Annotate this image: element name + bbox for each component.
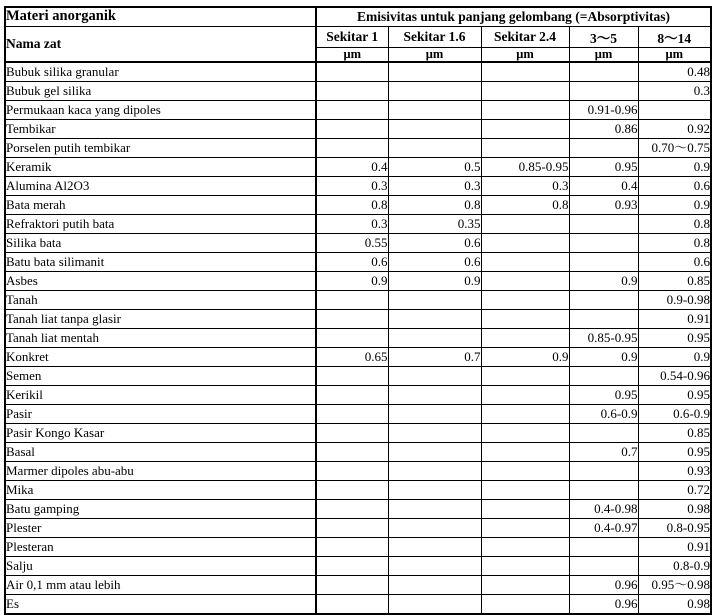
table-row xyxy=(5,62,711,82)
emissivity-value-cell: 0.9 xyxy=(481,347,569,366)
emissivity-value-cell xyxy=(388,81,481,100)
emissivity-value-cell: 0.6 xyxy=(388,252,481,271)
header-title-row xyxy=(5,7,711,26)
emissivity-value-cell xyxy=(569,81,638,100)
emissivity-value-cell xyxy=(388,537,481,556)
emissivity-value-cell xyxy=(481,119,569,138)
emissivity-value-cell xyxy=(481,594,569,614)
emissivity-value-cell xyxy=(481,233,569,252)
material-name-cell: Bata merah xyxy=(5,195,316,214)
emissivity-value-cell: 0.95 xyxy=(569,157,638,176)
table-row xyxy=(5,461,711,480)
material-name-cell: Semen xyxy=(5,366,316,385)
column-header-4: 3〜5 xyxy=(569,26,638,47)
emissivity-value-cell xyxy=(569,290,638,309)
emissivity-value-cell xyxy=(388,499,481,518)
emissivity-value-cell xyxy=(388,290,481,309)
emissivity-value-cell xyxy=(316,119,388,138)
emissivity-value-cell xyxy=(638,100,711,119)
emissivity-value-cell: 0.95〜0.98 xyxy=(638,575,711,594)
emissivity-value-cell: 0.95 xyxy=(638,442,711,461)
emissivity-value-cell xyxy=(316,138,388,157)
emissivity-value-cell: 0.93 xyxy=(638,461,711,480)
emissivity-value-cell: 0.3 xyxy=(316,214,388,233)
emissivity-value-cell xyxy=(316,480,388,499)
material-name-cell: Marmer dipoles abu-abu xyxy=(5,461,316,480)
emissivity-value-cell: 0.72 xyxy=(638,480,711,499)
emissivity-value-cell: 0.9 xyxy=(638,195,711,214)
emissivity-value-cell xyxy=(316,423,388,442)
emissivity-value-cell xyxy=(481,556,569,575)
table-row xyxy=(5,214,711,233)
emissivity-value-cell: 0.4-0.98 xyxy=(569,499,638,518)
material-name-cell: Batu bata silimanit xyxy=(5,252,316,271)
material-name-cell: Tanah liat tanpa glasir xyxy=(5,309,316,328)
table-row xyxy=(5,119,711,138)
emissivity-value-cell xyxy=(481,385,569,404)
emissivity-value-cell xyxy=(481,442,569,461)
emissivity-value-cell: 0.9 xyxy=(638,157,711,176)
emissivity-value-cell xyxy=(316,328,388,347)
table-title: Materi anorganik xyxy=(5,7,316,26)
emissivity-value-cell xyxy=(388,461,481,480)
emissivity-value-cell: 0.9 xyxy=(388,271,481,290)
emissivity-value-cell xyxy=(481,252,569,271)
table-row xyxy=(5,518,711,537)
emissivity-value-cell xyxy=(481,328,569,347)
table-row xyxy=(5,423,711,442)
table-body xyxy=(5,62,711,614)
material-name-cell: Plesteran xyxy=(5,537,316,556)
table-row xyxy=(5,81,711,100)
emissivity-value-cell: 0.4-0.97 xyxy=(569,518,638,537)
emissivity-value-cell: 0.98 xyxy=(638,499,711,518)
emissivity-value-cell: 0.8 xyxy=(638,233,711,252)
material-name-cell: Kerikil xyxy=(5,385,316,404)
table-row xyxy=(5,138,711,157)
emissivity-value-cell: 0.98 xyxy=(638,594,711,614)
table-row xyxy=(5,480,711,499)
emissivity-value-cell: 0.9 xyxy=(638,347,711,366)
emissivity-value-cell xyxy=(481,404,569,423)
emissivity-value-cell: 0.96 xyxy=(569,594,638,614)
material-name-cell: Mika xyxy=(5,480,316,499)
emissivity-value-cell xyxy=(388,309,481,328)
emissivity-value-cell xyxy=(388,480,481,499)
material-name-cell: Alumina Al2O3 xyxy=(5,176,316,195)
span-header: Emisivitas untuk panjang gelombang (=Absorptivitas) xyxy=(316,7,711,26)
emissivity-value-cell: 0.85 xyxy=(638,423,711,442)
emissivity-value-cell: 0.8-0.9 xyxy=(638,556,711,575)
emissivity-value-cell xyxy=(388,404,481,423)
emissivity-value-cell: 0.91 xyxy=(638,537,711,556)
emissivity-value-cell: 0.55 xyxy=(316,233,388,252)
emissivity-value-cell: 0.7 xyxy=(388,347,481,366)
material-name-cell: Tanah liat mentah xyxy=(5,328,316,347)
emissivity-value-cell xyxy=(388,442,481,461)
emissivity-value-cell xyxy=(388,100,481,119)
emissivity-value-cell: 0.6-0.9 xyxy=(569,404,638,423)
table-row xyxy=(5,556,711,575)
emissivity-value-cell xyxy=(316,62,388,82)
emissivity-value-cell xyxy=(388,62,481,82)
emissivity-value-cell xyxy=(481,537,569,556)
emissivity-value-cell: 0.6 xyxy=(316,252,388,271)
emissivity-value-cell xyxy=(481,423,569,442)
table-row xyxy=(5,176,711,195)
column-labels-row xyxy=(5,26,711,47)
table-row xyxy=(5,309,711,328)
emissivity-value-cell xyxy=(481,518,569,537)
emissivity-value-cell: 0.96 xyxy=(569,575,638,594)
emissivity-value-cell xyxy=(569,480,638,499)
emissivity-value-cell xyxy=(481,575,569,594)
emissivity-table xyxy=(4,6,712,615)
emissivity-value-cell xyxy=(481,100,569,119)
emissivity-value-cell: 0.3 xyxy=(388,176,481,195)
emissivity-value-cell xyxy=(316,100,388,119)
material-name-cell: Permukaan kaca yang dipoles xyxy=(5,100,316,119)
table-row xyxy=(5,233,711,252)
emissivity-value-cell xyxy=(316,461,388,480)
column-header-3: Sekitar 2.4 xyxy=(481,26,569,47)
emissivity-value-cell xyxy=(388,385,481,404)
column-unit-5: μm xyxy=(638,47,711,62)
table-row xyxy=(5,404,711,423)
emissivity-value-cell: 0.3 xyxy=(316,176,388,195)
table-row xyxy=(5,328,711,347)
material-name-cell: Porselen putih tembikar xyxy=(5,138,316,157)
emissivity-value-cell xyxy=(316,81,388,100)
table-row xyxy=(5,442,711,461)
emissivity-value-cell: 0.9-0.98 xyxy=(638,290,711,309)
emissivity-value-cell xyxy=(569,461,638,480)
emissivity-value-cell: 0.6 xyxy=(638,252,711,271)
emissivity-value-cell xyxy=(316,404,388,423)
emissivity-value-cell: 0.95 xyxy=(638,328,711,347)
column-header-2: Sekitar 1.6 xyxy=(388,26,481,47)
emissivity-value-cell: 0.8 xyxy=(388,195,481,214)
emissivity-value-cell xyxy=(569,309,638,328)
emissivity-value-cell: 0.70〜0.75 xyxy=(638,138,711,157)
emissivity-value-cell: 0.92 xyxy=(638,119,711,138)
material-name-cell: Salju xyxy=(5,556,316,575)
emissivity-value-cell: 0.6 xyxy=(388,233,481,252)
material-name-cell: Pasir Kongo Kasar xyxy=(5,423,316,442)
emissivity-value-cell: 0.85-0.95 xyxy=(481,157,569,176)
emissivity-value-cell xyxy=(316,499,388,518)
table-header xyxy=(5,7,711,62)
emissivity-value-cell: 0.6 xyxy=(638,176,711,195)
material-name-cell: Silika bata xyxy=(5,233,316,252)
emissivity-value-cell xyxy=(569,556,638,575)
emissivity-value-cell: 0.8 xyxy=(481,195,569,214)
emissivity-value-cell: 0.91-0.96 xyxy=(569,100,638,119)
material-name-cell: Bubuk silika granular xyxy=(5,62,316,82)
emissivity-value-cell: 0.9 xyxy=(569,347,638,366)
emissivity-value-cell xyxy=(388,556,481,575)
emissivity-value-cell xyxy=(481,366,569,385)
table-row xyxy=(5,537,711,556)
emissivity-value-cell: 0.86 xyxy=(569,119,638,138)
emissivity-value-cell: 0.6-0.9 xyxy=(638,404,711,423)
emissivity-value-cell xyxy=(481,309,569,328)
emissivity-value-cell xyxy=(481,271,569,290)
column-unit-2: μm xyxy=(388,47,481,62)
table-row xyxy=(5,499,711,518)
material-name-cell: Asbes xyxy=(5,271,316,290)
emissivity-value-cell xyxy=(388,518,481,537)
emissivity-value-cell xyxy=(481,81,569,100)
emissivity-value-cell: 0.5 xyxy=(388,157,481,176)
emissivity-value-cell xyxy=(316,309,388,328)
material-name-cell: Air 0,1 mm atau lebih xyxy=(5,575,316,594)
emissivity-value-cell: 0.54-0.96 xyxy=(638,366,711,385)
emissivity-value-cell xyxy=(316,385,388,404)
table-row xyxy=(5,594,711,614)
emissivity-value-cell: 0.95 xyxy=(638,385,711,404)
table-row xyxy=(5,195,711,214)
emissivity-value-cell xyxy=(569,423,638,442)
emissivity-value-cell: 0.8-0.95 xyxy=(638,518,711,537)
emissivity-value-cell xyxy=(569,233,638,252)
emissivity-value-cell xyxy=(388,366,481,385)
material-name-cell: Pasir xyxy=(5,404,316,423)
emissivity-value-cell xyxy=(388,119,481,138)
emissivity-value-cell xyxy=(569,138,638,157)
emissivity-value-cell: 0.85 xyxy=(638,271,711,290)
emissivity-value-cell: 0.95 xyxy=(569,385,638,404)
emissivity-value-cell xyxy=(388,575,481,594)
emissivity-value-cell: 0.35 xyxy=(388,214,481,233)
emissivity-value-cell xyxy=(388,138,481,157)
column-header-5: 8〜14 xyxy=(638,26,711,47)
material-name-cell: Tembikar xyxy=(5,119,316,138)
emissivity-value-cell: 0.9 xyxy=(316,271,388,290)
table-row xyxy=(5,100,711,119)
table-row xyxy=(5,271,711,290)
emissivity-value-cell xyxy=(481,290,569,309)
material-name-cell: Batu gamping xyxy=(5,499,316,518)
material-name-cell: Basal xyxy=(5,442,316,461)
emissivity-value-cell xyxy=(316,537,388,556)
emissivity-value-cell: 0.4 xyxy=(569,176,638,195)
emissivity-value-cell xyxy=(388,328,481,347)
emissivity-value-cell xyxy=(569,252,638,271)
emissivity-value-cell xyxy=(481,499,569,518)
material-name-cell: Es xyxy=(5,594,316,614)
emissivity-value-cell xyxy=(481,138,569,157)
emissivity-value-cell: 0.48 xyxy=(638,62,711,82)
emissivity-value-cell: 0.7 xyxy=(569,442,638,461)
emissivity-value-cell: 0.65 xyxy=(316,347,388,366)
emissivity-value-cell xyxy=(388,594,481,614)
material-name-cell: Refraktori putih bata xyxy=(5,214,316,233)
emissivity-value-cell: 0.3 xyxy=(638,81,711,100)
emissivity-value-cell xyxy=(316,442,388,461)
emissivity-value-cell xyxy=(316,290,388,309)
emissivity-value-cell xyxy=(481,461,569,480)
emissivity-value-cell xyxy=(316,575,388,594)
table-row xyxy=(5,290,711,309)
table-row xyxy=(5,575,711,594)
material-name-cell: Bubuk gel silika xyxy=(5,81,316,100)
emissivity-value-cell xyxy=(569,366,638,385)
emissivity-value-cell xyxy=(316,556,388,575)
emissivity-value-cell: 0.93 xyxy=(569,195,638,214)
emissivity-value-cell: 0.8 xyxy=(638,214,711,233)
emissivity-value-cell: 0.4 xyxy=(316,157,388,176)
emissivity-value-cell xyxy=(316,518,388,537)
emissivity-value-cell: 0.8 xyxy=(316,195,388,214)
emissivity-value-cell: 0.3 xyxy=(481,176,569,195)
name-column-header: Nama zat xyxy=(5,26,316,62)
material-name-cell: Plester xyxy=(5,518,316,537)
emissivity-value-cell xyxy=(569,62,638,82)
emissivity-value-cell xyxy=(569,214,638,233)
emissivity-value-cell xyxy=(316,594,388,614)
table-row xyxy=(5,157,711,176)
column-unit-3: μm xyxy=(481,47,569,62)
emissivity-value-cell xyxy=(388,423,481,442)
emissivity-value-cell xyxy=(569,537,638,556)
emissivity-value-cell xyxy=(481,214,569,233)
emissivity-value-cell xyxy=(481,480,569,499)
material-name-cell: Konkret xyxy=(5,347,316,366)
emissivity-value-cell: 0.9 xyxy=(569,271,638,290)
table-row xyxy=(5,366,711,385)
table-row xyxy=(5,252,711,271)
column-header-1: Sekitar 1 xyxy=(316,26,388,47)
emissivity-value-cell xyxy=(316,366,388,385)
column-unit-1: μm xyxy=(316,47,388,62)
emissivity-value-cell xyxy=(481,62,569,82)
column-unit-4: μm xyxy=(569,47,638,62)
emissivity-value-cell: 0.91 xyxy=(638,309,711,328)
material-name-cell: Tanah xyxy=(5,290,316,309)
table-row xyxy=(5,347,711,366)
material-name-cell: Keramik xyxy=(5,157,316,176)
emissivity-value-cell: 0.85-0.95 xyxy=(569,328,638,347)
table-row xyxy=(5,385,711,404)
